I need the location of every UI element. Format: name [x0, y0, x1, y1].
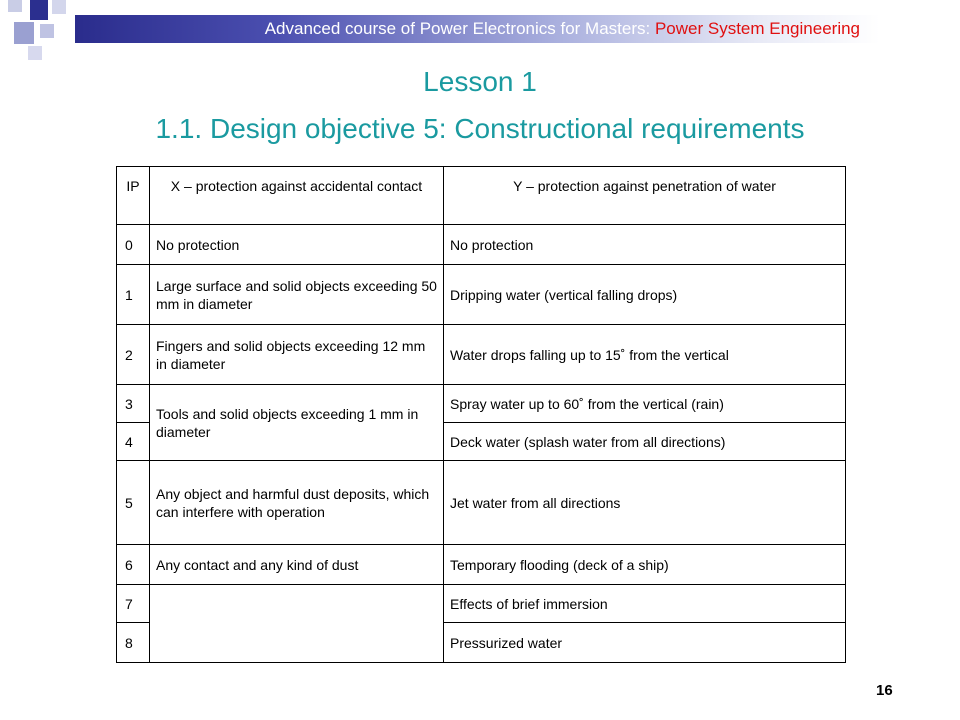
- cell-ip: 2: [117, 325, 150, 385]
- table-row: [117, 225, 846, 265]
- header-x: X – protection against accidental contact: [150, 167, 444, 225]
- cell-x: No protection: [150, 225, 444, 265]
- decorative-square: [28, 46, 42, 60]
- cell-y: Temporary flooding (deck of a ship): [444, 545, 846, 585]
- cell-y: No protection: [444, 225, 846, 265]
- table-row: [117, 585, 846, 623]
- cell-x: Any contact and any kind of dust: [150, 545, 444, 585]
- cell-x: Tools and solid objects exceeding 1 mm in diameter: [150, 385, 444, 461]
- cell-y: Jet water from all directions: [444, 461, 846, 545]
- cell-ip: 6: [117, 545, 150, 585]
- cell-ip: 4: [117, 423, 150, 461]
- decorative-square: [52, 0, 66, 14]
- cell-y: Dripping water (vertical falling drops): [444, 265, 846, 325]
- cell-ip: 3: [117, 385, 150, 423]
- header-ip: IP: [117, 167, 150, 225]
- table-row: [117, 545, 846, 585]
- table-header-row: [117, 167, 846, 225]
- cell-x: Large surface and solid objects exceeding 50 mm in diameter: [150, 265, 444, 325]
- ip-rating-table: [116, 166, 846, 663]
- cell-ip: 7: [117, 585, 150, 623]
- decorative-square: [30, 0, 48, 20]
- cell-y: Deck water (splash water from all directions): [444, 423, 846, 461]
- cell-ip: 0: [117, 225, 150, 265]
- table-row: [117, 385, 846, 423]
- cell-y: Water drops falling up to 15˚ from the vertical: [444, 325, 846, 385]
- table-row: [117, 325, 846, 385]
- cell-y: Spray water up to 60˚ from the vertical (rain): [444, 385, 846, 423]
- cell-x: Any object and harmful dust deposits, which can interfere with operation: [150, 461, 444, 545]
- cell-ip: 1: [117, 265, 150, 325]
- header-banner: [75, 15, 880, 43]
- table-row: [117, 461, 846, 545]
- cell-y: Pressurized water: [444, 623, 846, 663]
- section-title: 1.1. Design objective 5: Constructional requirements: [155, 113, 805, 144]
- decorative-square: [40, 24, 54, 38]
- lesson-title: Lesson 1: [423, 66, 537, 97]
- cell-y: Effects of brief immersion: [444, 585, 846, 623]
- decorative-square: [8, 0, 22, 12]
- cell-x: Fingers and solid objects exceeding 12 mm in diameter: [150, 325, 444, 385]
- page-number: 16: [876, 682, 893, 699]
- decorative-square: [14, 22, 34, 44]
- cell-ip: 8: [117, 623, 150, 663]
- course-name: Advanced course of Power Electronics for Masters:: [264, 19, 651, 38]
- header-text: [265, 19, 860, 39]
- course-topic: Power System Engineering: [654, 19, 860, 38]
- header-y: Y – protection against penetration of water: [444, 167, 846, 225]
- cell-x: [150, 585, 444, 663]
- cell-ip: 5: [117, 461, 150, 545]
- table-row: [117, 265, 846, 325]
